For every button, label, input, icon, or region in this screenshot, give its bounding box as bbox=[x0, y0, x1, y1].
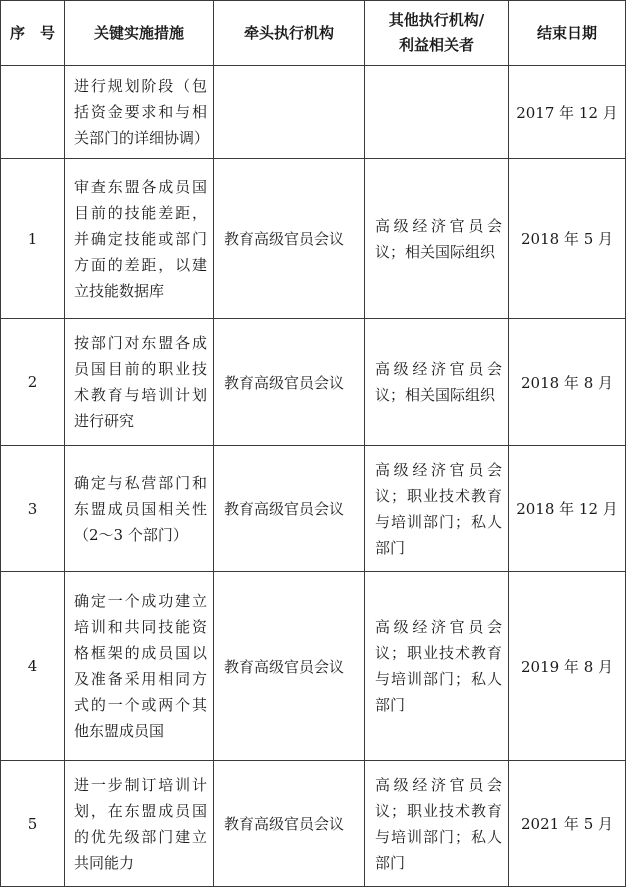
row-others: 高级经济官员会议；职业技术教育与培训部门；私人部门 bbox=[365, 446, 509, 572]
row-end-date: 2018 年 5 月 bbox=[509, 159, 626, 319]
row-index: 3 bbox=[1, 446, 65, 572]
table-row bbox=[1, 446, 626, 572]
row-lead: 教育高级官员会议 bbox=[214, 159, 365, 319]
row-index: 5 bbox=[1, 761, 65, 887]
row-end-date: 2018 年 12 月 bbox=[509, 446, 626, 572]
row-end-date: 2019 年 8 月 bbox=[509, 572, 626, 761]
header-others-line2: 利益相关者 bbox=[398, 36, 474, 54]
header-row bbox=[1, 1, 626, 66]
row-index: 2 bbox=[1, 319, 65, 446]
header-index: 序 号 bbox=[1, 1, 65, 66]
table-row bbox=[1, 761, 626, 887]
row-lead: 教育高级官员会议 bbox=[214, 319, 365, 446]
row-index: 4 bbox=[1, 572, 65, 761]
row-measure: 确定与私营部门和东盟成员国相关性（2～3 个部门） bbox=[65, 446, 214, 572]
table-row bbox=[1, 66, 626, 159]
row-measure: 审查东盟各成员国目前的技能差距，并确定技能或部门方面的差距，以建立技能数据库 bbox=[65, 159, 214, 319]
row-end-date: 2017 年 12 月 bbox=[509, 66, 626, 159]
row-end-date: 2018 年 8 月 bbox=[509, 319, 626, 446]
row-measure: 按部门对东盟各成员国目前的职业技术教育与培训计划进行研究 bbox=[65, 319, 214, 446]
row-measure: 进一步制订培训计划，在东盟成员国的优先级部门建立共同能力 bbox=[65, 761, 214, 887]
row-others bbox=[365, 66, 509, 159]
row-end-date: 2021 年 5 月 bbox=[509, 761, 626, 887]
row-measure: 进行规划阶段（包括资金要求和与相关部门的详细协调） bbox=[65, 66, 214, 159]
table-row bbox=[1, 572, 626, 761]
row-others: 高级经济官员会议；职业技术教育与培训部门；私人部门 bbox=[365, 761, 509, 887]
header-others-line1: 其他执行机构/ bbox=[388, 11, 485, 29]
row-lead bbox=[214, 66, 365, 159]
header-end-date: 结束日期 bbox=[509, 1, 626, 66]
header-others bbox=[365, 1, 509, 66]
row-index bbox=[1, 66, 65, 159]
row-lead: 教育高级官员会议 bbox=[214, 572, 365, 761]
table-row bbox=[1, 159, 626, 319]
header-measure: 关键实施措施 bbox=[65, 1, 214, 66]
row-others: 高级经济官员会议；相关国际组织 bbox=[365, 159, 509, 319]
table-row bbox=[1, 319, 626, 446]
row-index: 1 bbox=[1, 159, 65, 319]
row-others: 高级经济官员会议；相关国际组织 bbox=[365, 319, 509, 446]
row-lead: 教育高级官员会议 bbox=[214, 446, 365, 572]
row-measure: 确定一个成功建立培训和共同技能资格框架的成员国以及准备采用相同方式的一个或两个其他东盟成员国 bbox=[65, 572, 214, 761]
row-lead: 教育高级官员会议 bbox=[214, 761, 365, 887]
header-lead: 牵头执行机构 bbox=[214, 1, 365, 66]
row-others: 高级经济官员会议；职业技术教育与培训部门；私人部门 bbox=[365, 572, 509, 761]
